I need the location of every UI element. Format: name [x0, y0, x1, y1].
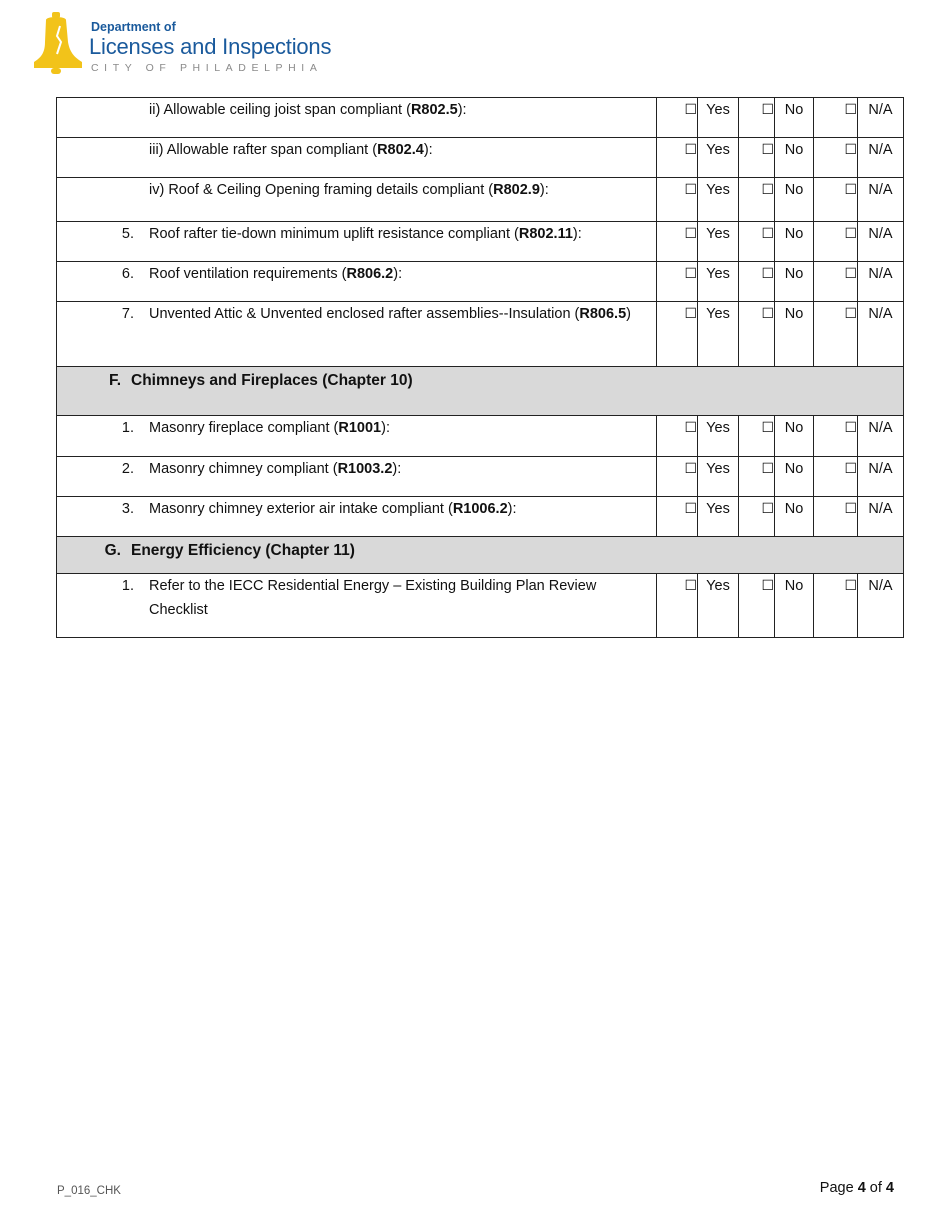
checklist-row: [57, 98, 904, 138]
no-checkbox[interactable]: ☐: [739, 302, 775, 367]
item-text-part: ):: [393, 266, 403, 282]
no-checkbox[interactable]: ☐: [739, 98, 775, 138]
no-label: No: [775, 178, 814, 222]
na-label: N/A: [858, 262, 904, 302]
item-text-part: Roof rafter tie-down minimum uplift resistance compliant (: [149, 226, 519, 242]
na-label: N/A: [858, 178, 904, 222]
item-description-cell: [57, 138, 657, 178]
section-header-cell: [57, 367, 904, 416]
section-letter: G.: [104, 542, 121, 559]
item-text-part: Masonry fireplace compliant (: [149, 420, 339, 436]
item-text-part: Roof ventilation requirements (: [149, 266, 347, 282]
code-reference: R802.9: [493, 182, 540, 198]
item-description-cell: [57, 262, 657, 302]
code-reference: R1001: [338, 420, 382, 436]
no-checkbox[interactable]: ☐: [739, 457, 775, 497]
item-description-cell: [57, 222, 657, 262]
yes-checkbox[interactable]: ☐: [657, 302, 698, 367]
item-text-part: ): [626, 306, 631, 322]
section-title: Chimneys and Fireplaces (Chapter 10): [131, 372, 413, 389]
no-checkbox[interactable]: ☐: [739, 138, 775, 178]
page-number: [820, 1180, 894, 1196]
item-text: [149, 138, 656, 162]
item-text-part: ):: [572, 226, 582, 242]
item-text-part: ):: [392, 461, 402, 477]
checklist-row: [57, 497, 904, 537]
code-reference: R806.2: [346, 266, 394, 282]
no-checkbox[interactable]: ☐: [739, 222, 775, 262]
item-text-part: iii) Allowable rafter span compliant (: [149, 142, 378, 158]
na-label: N/A: [858, 98, 904, 138]
item-description-cell: [57, 98, 657, 138]
department-title: Licenses and Inspections: [89, 34, 332, 59]
na-checkbox[interactable]: ☐: [814, 178, 858, 222]
checklist-row: [57, 457, 904, 497]
item-text-part: ):: [381, 420, 390, 436]
item-number: 6.: [121, 266, 134, 282]
section-title: Energy Efficiency (Chapter 11): [131, 542, 355, 559]
no-label: No: [775, 98, 814, 138]
na-label: N/A: [858, 302, 904, 367]
na-label: N/A: [858, 138, 904, 178]
item-description-cell: [57, 497, 657, 537]
item-number: 2.: [121, 461, 134, 477]
item-text: [149, 416, 656, 440]
department-label: Department of: [91, 20, 176, 34]
na-checkbox[interactable]: ☐: [814, 222, 858, 262]
checklist-row: [57, 302, 904, 367]
page-prefix: Page: [819, 1180, 858, 1196]
page-total: 4: [885, 1180, 894, 1196]
item-text-part: ):: [423, 142, 433, 158]
na-label: N/A: [858, 416, 904, 457]
section-header-row: [57, 367, 904, 416]
item-number: 5.: [121, 226, 134, 242]
item-text: [149, 98, 656, 122]
code-reference: R802.11: [518, 226, 573, 242]
yes-checkbox[interactable]: ☐: [657, 416, 698, 457]
item-description-cell: [57, 574, 657, 638]
na-label: N/A: [858, 497, 904, 537]
no-label: No: [775, 262, 814, 302]
na-checkbox[interactable]: ☐: [814, 138, 858, 178]
na-label: N/A: [858, 222, 904, 262]
yes-label: Yes: [698, 178, 739, 222]
item-number: 1.: [121, 420, 134, 436]
section-header-cell: [57, 537, 904, 574]
checklist-row: [57, 416, 904, 457]
checklist-row: [57, 178, 904, 222]
item-text: [149, 178, 656, 202]
item-description-cell: [57, 416, 657, 457]
yes-label: Yes: [698, 138, 739, 178]
item-text-part: ):: [507, 501, 517, 517]
liberty-bell-icon: [30, 12, 88, 78]
yes-label: Yes: [698, 262, 739, 302]
code-reference: R806.5: [579, 306, 627, 322]
page-header: [30, 12, 370, 82]
no-label: No: [775, 222, 814, 262]
yes-label: Yes: [698, 98, 739, 138]
compliance-checklist-table: [56, 97, 904, 638]
item-text: [149, 302, 656, 326]
no-label: No: [775, 138, 814, 178]
section-letter: F.: [108, 372, 121, 389]
item-text-part: Unvented Attic & Unvented enclosed rafter assemblies--Insulation (: [149, 306, 580, 322]
section-header-row: [57, 537, 904, 574]
item-text-part: ):: [457, 102, 467, 118]
item-description-cell: [57, 457, 657, 497]
code-reference: R1006.2: [452, 501, 508, 517]
na-checkbox[interactable]: ☐: [814, 98, 858, 138]
checklist-row: [57, 574, 904, 638]
yes-label: Yes: [698, 457, 739, 497]
yes-checkbox[interactable]: ☐: [657, 497, 698, 537]
na-label: N/A: [858, 457, 904, 497]
no-label: No: [775, 574, 814, 638]
no-label: No: [775, 457, 814, 497]
no-checkbox[interactable]: ☐: [739, 262, 775, 302]
yes-checkbox[interactable]: ☐: [657, 178, 698, 222]
no-label: No: [775, 302, 814, 367]
na-checkbox[interactable]: ☐: [814, 457, 858, 497]
yes-label: Yes: [698, 497, 739, 537]
checklist-row: [57, 222, 904, 262]
na-checkbox[interactable]: ☐: [814, 416, 858, 457]
item-number: 1.: [121, 578, 134, 594]
yes-checkbox[interactable]: ☐: [657, 98, 698, 138]
item-description-cell: [57, 178, 657, 222]
item-text: [149, 262, 656, 286]
yes-checkbox[interactable]: ☐: [657, 574, 698, 638]
page-current: 4: [857, 1180, 866, 1196]
na-checkbox[interactable]: ☐: [814, 574, 858, 638]
city-label: CITY OF PHILADELPHIA: [91, 62, 323, 74]
yes-checkbox[interactable]: ☐: [657, 457, 698, 497]
no-checkbox[interactable]: ☐: [739, 497, 775, 537]
item-text: [149, 497, 656, 521]
item-number: 3.: [121, 501, 134, 517]
item-text-part: Masonry chimney compliant (: [149, 461, 338, 477]
na-checkbox[interactable]: ☐: [814, 302, 858, 367]
no-checkbox[interactable]: ☐: [739, 178, 775, 222]
item-description-cell: [57, 302, 657, 367]
no-label: No: [775, 497, 814, 537]
item-text-part: ):: [539, 182, 549, 198]
no-label: No: [775, 416, 814, 457]
na-checkbox[interactable]: ☐: [814, 262, 858, 302]
yes-label: Yes: [698, 574, 739, 638]
yes-checkbox[interactable]: ☐: [657, 138, 698, 178]
form-code: P_016_CHK: [57, 1185, 121, 1197]
item-text: [149, 574, 656, 622]
yes-label: Yes: [698, 222, 739, 262]
item-number: 7.: [121, 306, 134, 322]
checklist-row: [57, 262, 904, 302]
item-text-part: Masonry chimney exterior air intake compliant (: [149, 501, 453, 517]
checklist-row: [57, 138, 904, 178]
item-text-part: Refer to the IECC Residential Energy – Existing Building Plan Review Checklist: [149, 578, 597, 618]
na-checkbox[interactable]: ☐: [814, 497, 858, 537]
yes-checkbox[interactable]: ☐: [657, 262, 698, 302]
yes-checkbox[interactable]: ☐: [657, 222, 698, 262]
item-text-part: ii) Allowable ceiling joist span compliant (: [149, 102, 411, 118]
code-reference: R802.5: [410, 102, 458, 118]
na-label: N/A: [858, 574, 904, 638]
no-checkbox[interactable]: ☐: [739, 574, 775, 638]
item-text-part: iv) Roof & Ceiling Opening framing details compliant (: [149, 182, 494, 198]
item-text: [149, 457, 656, 481]
code-reference: R1003.2: [337, 461, 393, 477]
code-reference: R802.4: [377, 142, 424, 158]
yes-label: Yes: [698, 416, 739, 457]
no-checkbox[interactable]: ☐: [739, 416, 775, 457]
page-of: of: [865, 1180, 886, 1196]
yes-label: Yes: [698, 302, 739, 367]
item-text: [149, 222, 656, 246]
